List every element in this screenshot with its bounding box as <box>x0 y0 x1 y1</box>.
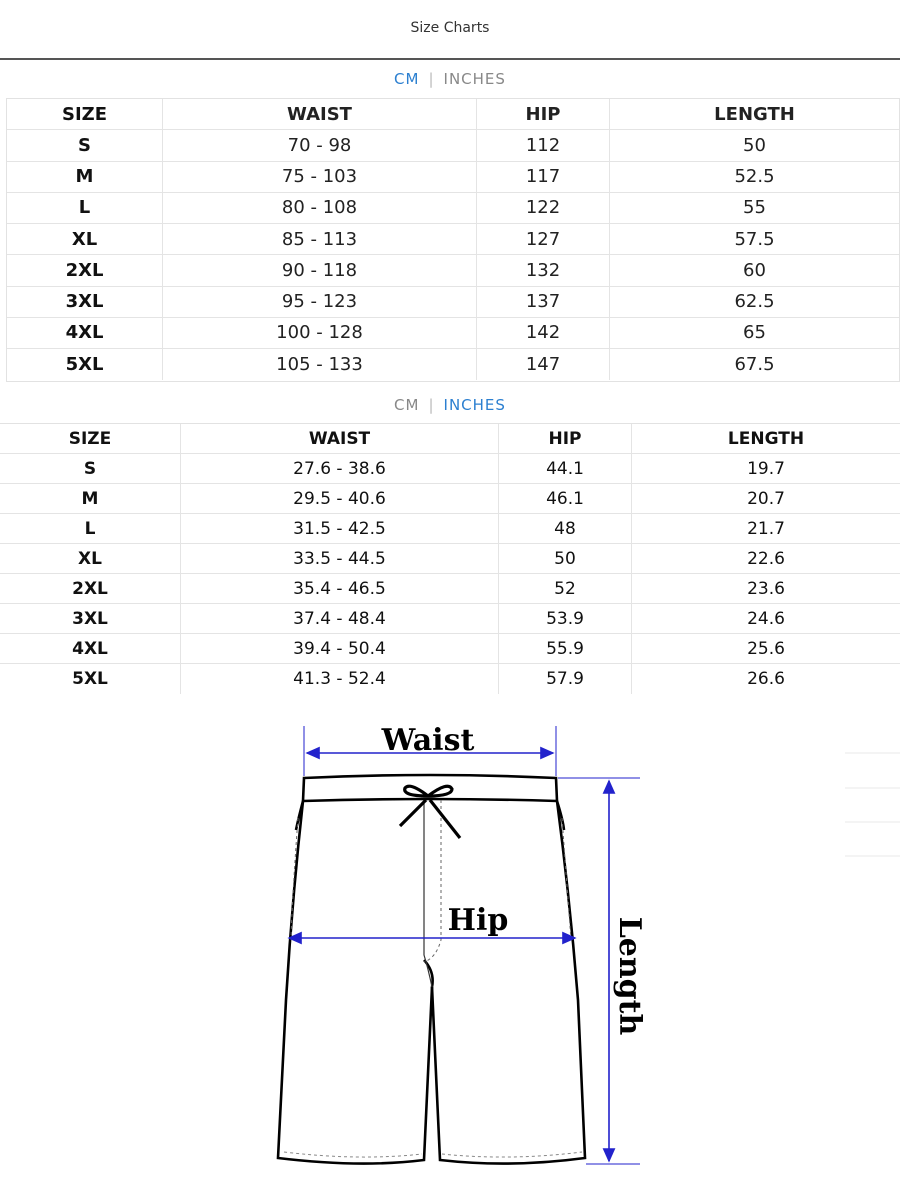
table-cell: 44.1 <box>499 454 632 483</box>
drawstring-icon <box>400 786 460 838</box>
size-cell: XL <box>7 224 163 254</box>
table-cell: 19.7 <box>747 458 785 479</box>
table-row <box>7 162 899 193</box>
table-cell: 70 - 98 <box>163 130 477 160</box>
table-row <box>7 130 899 161</box>
table-cell: 55.9 <box>499 634 632 663</box>
table-cell: 75 - 103 <box>163 162 477 192</box>
size-cell: 5XL <box>7 349 163 380</box>
table-row <box>0 454 900 484</box>
table-row <box>0 604 900 634</box>
table-cell: 50 <box>743 134 766 156</box>
table-row <box>0 574 900 604</box>
unit-cm-tab[interactable]: CM <box>394 70 420 88</box>
table-cell: 105 - 133 <box>163 349 477 380</box>
table-row <box>0 514 900 544</box>
table-row <box>7 318 899 349</box>
unit-inches-tab[interactable]: INCHES <box>443 396 506 414</box>
size-cell: 3XL <box>0 604 181 633</box>
column-header: LENGTH <box>714 103 795 125</box>
table-row <box>7 287 899 318</box>
column-header: WAIST <box>181 424 499 453</box>
hip-label: Hip <box>447 903 509 938</box>
waist-label: Waist <box>381 723 475 758</box>
size-cell: XL <box>0 544 181 573</box>
table-cell: 100 - 128 <box>163 318 477 348</box>
table-row <box>7 193 899 224</box>
table-row <box>7 224 899 255</box>
size-cell: 5XL <box>0 664 181 694</box>
size-cell: S <box>7 130 163 160</box>
column-header: SIZE <box>7 99 163 129</box>
fly-seam <box>424 800 432 987</box>
table-cell: 20.7 <box>747 488 785 509</box>
table-cell: 23.6 <box>747 578 785 599</box>
size-cell: 2XL <box>7 255 163 285</box>
table-cell: 62.5 <box>734 291 775 313</box>
table-row <box>0 484 900 514</box>
table-cell: 48 <box>499 514 632 543</box>
shorts-illustration <box>0 700 900 1200</box>
table-cell: 24.6 <box>747 608 785 629</box>
table-cell: 21.7 <box>747 518 785 539</box>
table-cell: 33.5 - 44.5 <box>181 544 499 573</box>
column-header: SIZE <box>0 424 181 453</box>
size-table-cm <box>6 98 900 382</box>
decorative-lines <box>845 753 900 856</box>
table-row <box>0 544 900 574</box>
table-cell: 137 <box>477 287 610 317</box>
table-cell: 132 <box>477 255 610 285</box>
table-cell: 53.9 <box>499 604 632 633</box>
table-cell: 122 <box>477 193 610 223</box>
table-cell: 67.5 <box>734 354 775 376</box>
size-cell: 4XL <box>0 634 181 663</box>
table-header-row <box>7 99 899 130</box>
table-cell: 52.5 <box>734 166 775 188</box>
shorts-measurement-diagram <box>0 700 900 1200</box>
table-cell: 26.6 <box>747 669 785 689</box>
column-header: HIP <box>499 424 632 453</box>
table-cell: 41.3 - 52.4 <box>181 664 499 694</box>
size-cell: M <box>7 162 163 192</box>
table-cell: 95 - 123 <box>163 287 477 317</box>
page-title: Size Charts <box>410 20 490 36</box>
table-cell: 25.6 <box>747 638 785 659</box>
table-cell: 29.5 - 40.6 <box>181 484 499 513</box>
table-cell: 52 <box>499 574 632 603</box>
size-cell: 2XL <box>0 574 181 603</box>
unit-cm-tab[interactable]: CM <box>394 396 420 414</box>
unit-inches-tab[interactable]: INCHES <box>443 70 506 88</box>
table-cell: 37.4 - 48.4 <box>181 604 499 633</box>
table-cell: 55 <box>743 197 766 219</box>
table-cell: 27.6 - 38.6 <box>181 454 499 483</box>
unit-separator: | <box>428 70 435 88</box>
table-header-row <box>0 424 900 454</box>
length-label: Length <box>612 916 647 1036</box>
table-cell: 50 <box>499 544 632 573</box>
size-cell: 4XL <box>7 318 163 348</box>
column-header: LENGTH <box>727 428 805 449</box>
page-header <box>0 0 900 60</box>
table-cell: 80 - 108 <box>163 193 477 223</box>
table-cell: 117 <box>477 162 610 192</box>
shorts-outline <box>278 775 585 1164</box>
table-cell: 31.5 - 42.5 <box>181 514 499 543</box>
table-row <box>0 664 900 694</box>
table-cell: 127 <box>477 224 610 254</box>
table-cell: 142 <box>477 318 610 348</box>
table-row <box>7 255 899 286</box>
table-cell: 65 <box>743 322 766 344</box>
table-cell: 46.1 <box>499 484 632 513</box>
size-cell: M <box>0 484 181 513</box>
column-header: WAIST <box>163 99 477 129</box>
unit-toggle-inch-table <box>0 396 900 414</box>
table-cell: 90 - 118 <box>163 255 477 285</box>
table-cell: 147 <box>477 349 610 380</box>
size-cell: L <box>0 514 181 543</box>
table-cell: 57.9 <box>499 664 632 694</box>
size-cell: L <box>7 193 163 223</box>
table-cell: 39.4 - 50.4 <box>181 634 499 663</box>
table-cell: 22.6 <box>747 548 785 569</box>
size-cell: S <box>0 454 181 483</box>
size-table-inches <box>0 423 900 695</box>
column-header: HIP <box>477 99 610 129</box>
size-cell: 3XL <box>7 287 163 317</box>
table-cell: 112 <box>477 130 610 160</box>
table-cell: 57.5 <box>734 228 775 250</box>
unit-toggle-cm-table <box>0 70 900 88</box>
table-row <box>0 634 900 664</box>
unit-separator: | <box>428 396 435 414</box>
table-cell: 60 <box>743 259 766 281</box>
table-cell: 35.4 - 46.5 <box>181 574 499 603</box>
table-cell: 85 - 113 <box>163 224 477 254</box>
table-row <box>7 349 899 380</box>
